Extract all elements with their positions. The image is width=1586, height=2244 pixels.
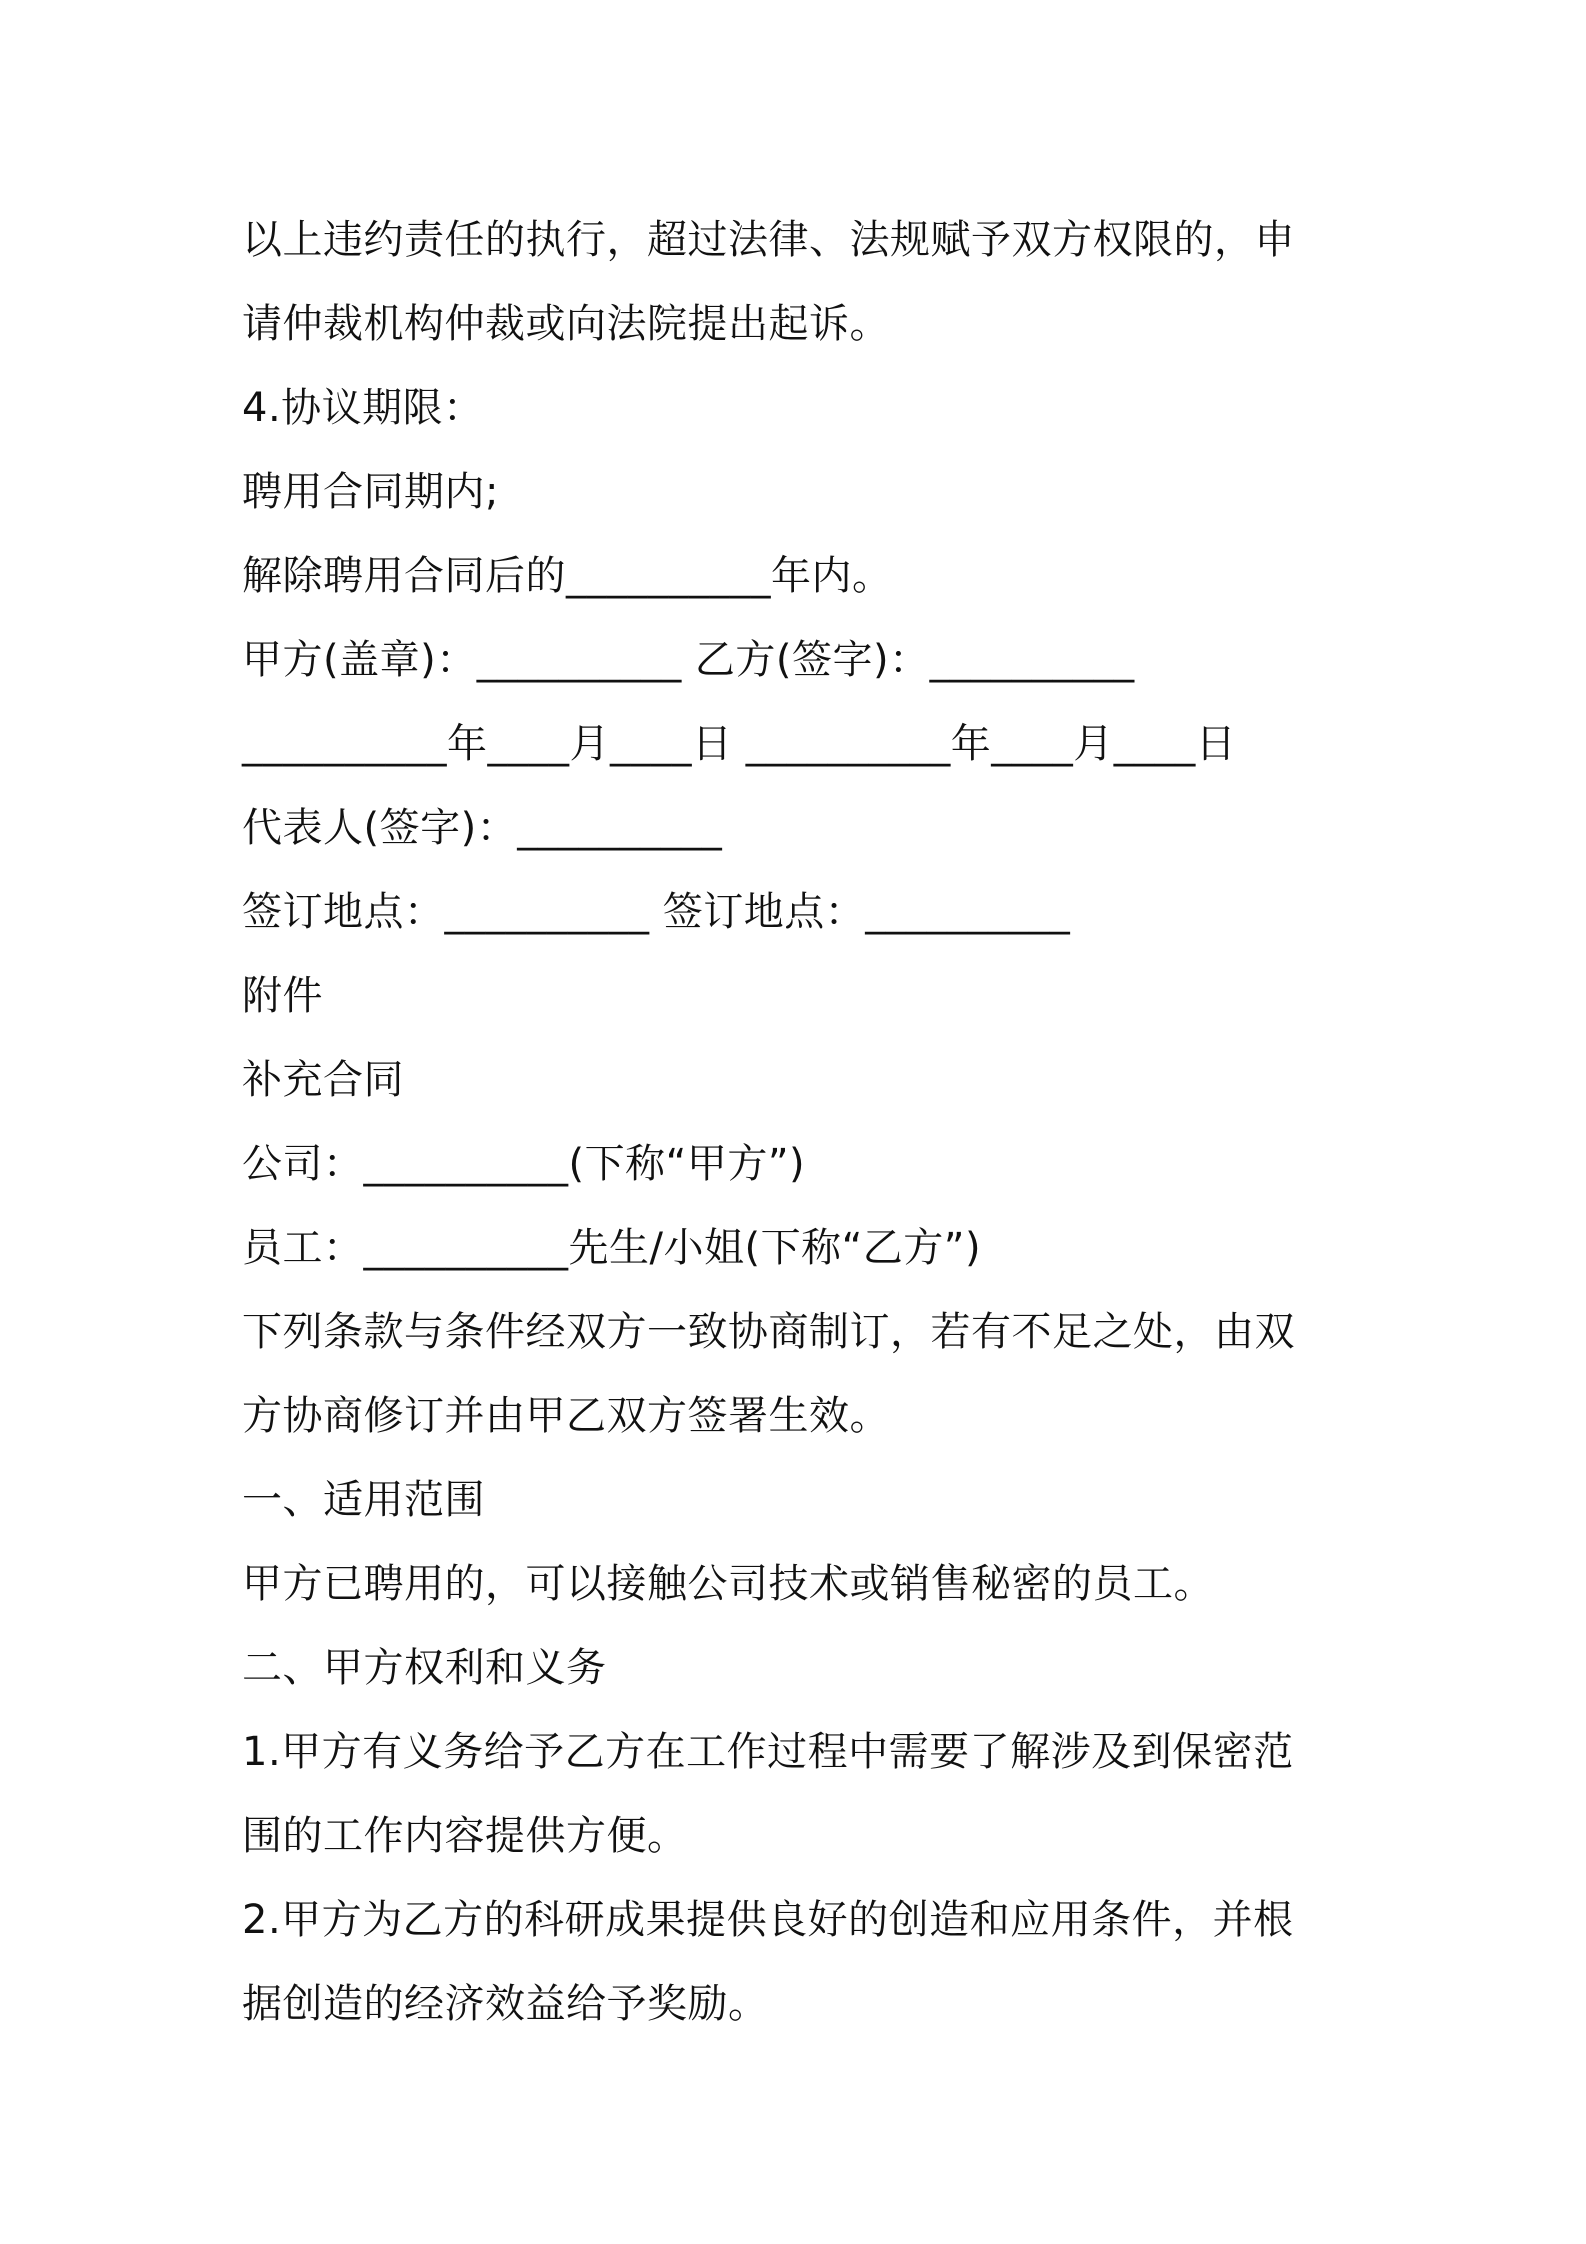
company-line: 公司：__________(下称“甲方”) — [242, 1141, 806, 1187]
paragraph-line: 甲方已聘用的，可以接触公司技术或销售秘密的员工。 — [242, 1561, 1214, 1607]
section-heading: 4.协议期限： — [242, 385, 484, 431]
paragraph-line: 聘用合同期内; — [242, 469, 499, 515]
signing-place-line: 签订地点：__________ 签订地点：__________ — [242, 889, 1071, 935]
paragraph-line: 请仲裁机构仲裁或向法院提出起诉。 — [242, 301, 890, 347]
paragraph-line: 下列条款与条件经双方一致协商制订，若有不足之处，由双 — [242, 1309, 1295, 1355]
paragraph-line: 解除聘用合同后的__________年内。 — [242, 553, 893, 599]
signature-line: 甲方(盖章)：__________ 乙方(签字)：__________ — [242, 637, 1135, 683]
employee-line: 员工：__________先生/小姐(下称“乙方”) — [242, 1225, 982, 1271]
section-heading: 一、适用范围 — [242, 1477, 485, 1523]
section-heading: 二、甲方权利和义务 — [242, 1645, 607, 1691]
attachment-heading: 附件 — [242, 973, 323, 1019]
date-line: __________年____月____日 __________年____月____日 — [242, 721, 1237, 767]
supplementary-contract-title: 补充合同 — [242, 1057, 404, 1103]
paragraph-line: 围的工作内容提供方便。 — [242, 1813, 688, 1859]
paragraph-line: 方协商修订并由甲乙双方签署生效。 — [242, 1393, 890, 1439]
paragraph-line: 据创造的经济效益给予奖励。 — [242, 1981, 769, 2027]
paragraph-line: 1.甲方有义务给予乙方在工作过程中需要了解涉及到保密范 — [242, 1729, 1294, 1775]
representative-signature-line: 代表人(签字)：__________ — [242, 805, 723, 851]
paragraph-line: 以上违约责任的执行，超过法律、法规赋予双方权限的，申 — [242, 217, 1295, 263]
document-body — [242, 198, 1362, 2046]
paragraph-line: 2.甲方为乙方的科研成果提供良好的创造和应用条件，并根 — [242, 1897, 1294, 1943]
